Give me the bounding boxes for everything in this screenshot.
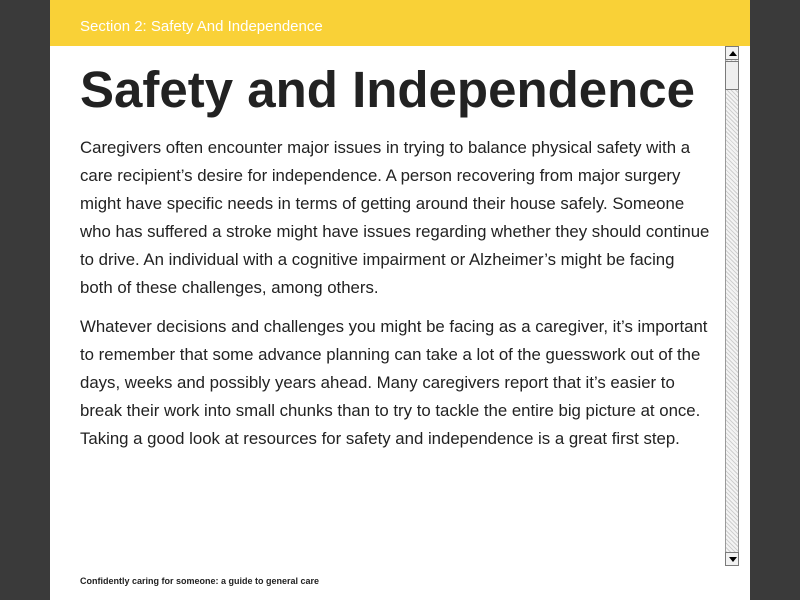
paragraph: Caregivers often encounter major issues in trying to balance physical safety with a care recipient’s desire for independence. A person recovering from major surgery might have specific needs in terms of getting around their house safely. Someone who has suffered a stroke might have issues regarding whether they should continue to drive. An individual with a cognitive impairment or Alzheimer’s might be facing both of these challenges, among others.	[80, 138, 710, 297]
triangle-up-icon	[729, 51, 737, 56]
footer-text: Confidently caring for someone: a guide to general care	[80, 576, 320, 586]
paragraph: Whatever decisions and challenges you might be facing as a caregiver, it’s important to remember that some advance planning can take a lot of the guesswork out of the days, weeks and possibly years ahead. Many caregivers report that it’s easier to break their work into small chunks than to try to tackle the entire big picture at once. Taking a good look at resources for safety and independence is a great first step.	[80, 317, 708, 448]
document-page	[50, 0, 750, 600]
scroll-thumb[interactable]	[725, 61, 739, 90]
triangle-down-icon	[729, 557, 737, 562]
scroll-up-button[interactable]	[725, 46, 739, 60]
article-content	[80, 59, 710, 453]
vertical-scrollbar[interactable]	[725, 46, 739, 566]
scroll-down-button[interactable]	[725, 552, 739, 566]
section-header-bar	[50, 0, 750, 46]
section-title: Section 2: Safety And Independence	[80, 18, 323, 35]
page-title: Safety and Independence	[80, 61, 695, 118]
